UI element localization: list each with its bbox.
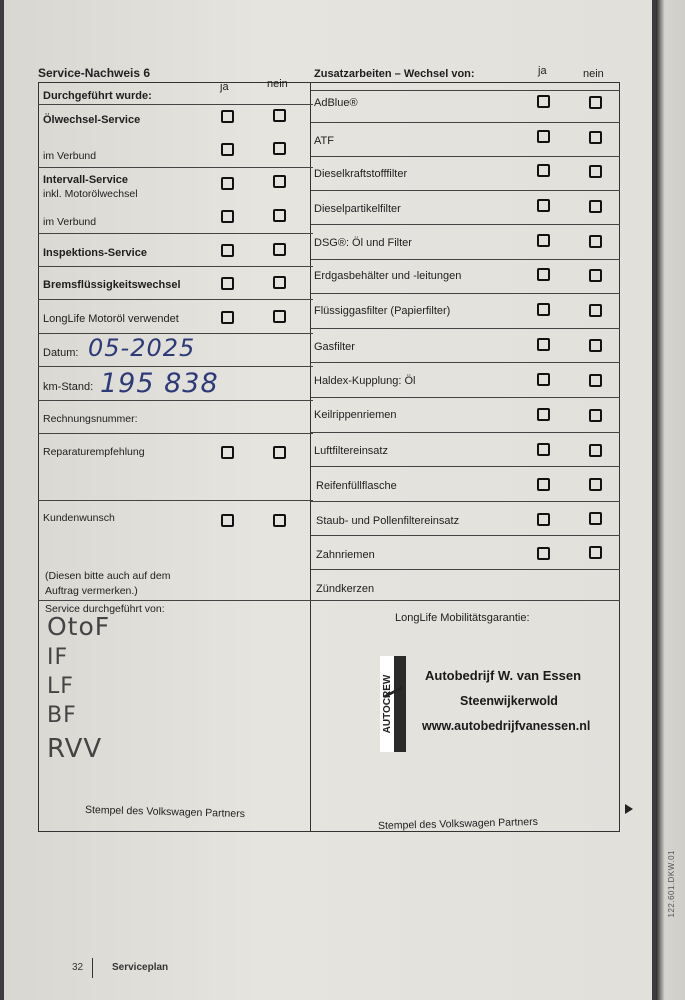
page-title: Service-Nachweis 6 bbox=[38, 66, 151, 80]
item-dsg: DSG®: Öl und Filter bbox=[314, 237, 412, 249]
item-zahnriemen: Zahnriemen bbox=[316, 549, 375, 561]
item-gasfilter-nein-checkbox[interactable] bbox=[589, 339, 602, 352]
item-adblue: AdBlue® bbox=[314, 97, 358, 109]
longlife-nein-checkbox[interactable] bbox=[273, 310, 286, 323]
item-luftfiltereinsatz-nein-checkbox[interactable] bbox=[589, 444, 602, 457]
item-zahnriemen-nein-checkbox[interactable] bbox=[589, 546, 602, 559]
right-heading: Zusatzarbeiten – Wechsel von: bbox=[314, 68, 475, 80]
oelwechsel-label: Ölwechsel-Service bbox=[43, 114, 141, 126]
item-erdgasbehaelter-ja-checkbox[interactable] bbox=[537, 268, 550, 281]
item-keilrippenriemen-nein-checkbox[interactable] bbox=[589, 409, 602, 422]
item-dieselpartikelfilter-ja-checkbox[interactable] bbox=[537, 199, 550, 212]
edge-code: 122.601.DKW.01 bbox=[667, 850, 676, 918]
stamp-line-1: Autobedrijf W. van Essen bbox=[425, 668, 582, 683]
item-dsg-ja-checkbox[interactable] bbox=[537, 234, 550, 247]
item-erdgasbehaelter: Erdgasbehälter und -leitungen bbox=[314, 270, 462, 282]
item-fluessiggasfilter: Flüssiggasfilter (Papierfilter) bbox=[314, 305, 451, 317]
left-ja-label: ja bbox=[220, 81, 229, 93]
item-dieselpartikelfilter-nein-checkbox[interactable] bbox=[589, 200, 602, 213]
intervall-sub-label: inkl. Motorölwechsel bbox=[43, 188, 138, 200]
row-line bbox=[311, 535, 620, 536]
left-heading: Durchgeführt wurde: bbox=[43, 90, 152, 102]
item-dsg-nein-checkbox[interactable] bbox=[589, 235, 602, 248]
longlife-ja-checkbox[interactable] bbox=[221, 311, 234, 324]
item-dieselkraftstofffilter-nein-checkbox[interactable] bbox=[589, 165, 602, 178]
item-zahnriemen-ja-checkbox[interactable] bbox=[537, 547, 550, 560]
initials-2: IF bbox=[47, 645, 69, 670]
right-nein-label: nein bbox=[583, 68, 604, 80]
brems-nein-checkbox[interactable] bbox=[273, 276, 286, 289]
right-ja-label: ja bbox=[538, 65, 547, 77]
row-line bbox=[311, 501, 620, 502]
rechnung-label: Rechnungsnummer: bbox=[43, 413, 138, 425]
km-label: km-Stand: bbox=[43, 381, 94, 393]
item-reifenfuellflasche: Reifenfüllflasche bbox=[316, 480, 397, 492]
oelwechsel-ja-checkbox[interactable] bbox=[221, 110, 234, 123]
section-line bbox=[38, 600, 620, 601]
datum-value: 05-2025 bbox=[88, 334, 196, 362]
reparatur-ja-checkbox[interactable] bbox=[221, 446, 234, 459]
item-keilrippenriemen-ja-checkbox[interactable] bbox=[537, 408, 550, 421]
item-atf-ja-checkbox[interactable] bbox=[537, 130, 550, 143]
row-line bbox=[311, 432, 620, 433]
item-atf-nein-checkbox[interactable] bbox=[589, 131, 602, 144]
row-line bbox=[38, 167, 313, 168]
item-atf: ATF bbox=[314, 135, 334, 147]
initials-1: OtoF bbox=[47, 612, 111, 641]
left-header-line bbox=[38, 104, 313, 105]
brems-label: Bremsflüssigkeitswechsel bbox=[43, 279, 181, 291]
row-line bbox=[38, 500, 313, 501]
hinweis-line-1: (Diesen bitte auch auf dem bbox=[45, 570, 171, 582]
item-keilrippenriemen: Keilrippenriemen bbox=[314, 409, 397, 421]
kundenwunsch-nein-checkbox[interactable] bbox=[273, 514, 286, 527]
row-line bbox=[311, 224, 620, 225]
item-haldex-ja-checkbox[interactable] bbox=[537, 373, 550, 386]
item-zuendkerzen: Zündkerzen bbox=[316, 583, 375, 595]
intervall-label: Intervall-Service bbox=[43, 174, 128, 186]
item-adblue-nein-checkbox[interactable] bbox=[589, 96, 602, 109]
row-line bbox=[311, 466, 620, 467]
intervall-verbund-nein-checkbox[interactable] bbox=[273, 209, 286, 222]
item-gasfilter: Gasfilter bbox=[314, 341, 355, 353]
item-adblue-ja-checkbox[interactable] bbox=[537, 95, 550, 108]
initials-5: RVV bbox=[47, 734, 103, 764]
right-header-line bbox=[311, 90, 620, 91]
longlife-label: LongLife Motoröl verwendet bbox=[43, 313, 179, 325]
row-line bbox=[311, 190, 620, 191]
row-line bbox=[311, 397, 620, 398]
item-haldex: Haldex-Kupplung: Öl bbox=[314, 375, 416, 387]
row-line bbox=[38, 366, 313, 367]
item-staubfilter-ja-checkbox[interactable] bbox=[537, 513, 550, 526]
inspektion-label: Inspektions-Service bbox=[43, 247, 147, 259]
intervall-nein-checkbox[interactable] bbox=[273, 175, 286, 188]
row-line bbox=[311, 328, 620, 329]
row-line bbox=[38, 266, 313, 267]
row-line bbox=[38, 299, 313, 300]
oel-verbund-ja-checkbox[interactable] bbox=[221, 143, 234, 156]
row-line bbox=[38, 233, 313, 234]
intervall-ja-checkbox[interactable] bbox=[221, 177, 234, 190]
row-line bbox=[38, 433, 313, 434]
item-dieselpartikelfilter: Dieselpartikelfilter bbox=[314, 203, 401, 215]
hinweis-line-2: Auftrag vermerken.) bbox=[45, 585, 138, 597]
intervall-verbund-label: im Verbund bbox=[43, 216, 97, 228]
initials-4: BF bbox=[47, 703, 77, 728]
item-erdgasbehaelter-nein-checkbox[interactable] bbox=[589, 269, 602, 282]
column-divider bbox=[310, 83, 311, 831]
intervall-verbund-ja-checkbox[interactable] bbox=[221, 210, 234, 223]
inspektion-ja-checkbox[interactable] bbox=[221, 244, 234, 257]
item-fluessiggasfilter-ja-checkbox[interactable] bbox=[537, 303, 550, 316]
item-gasfilter-ja-checkbox[interactable] bbox=[537, 338, 550, 351]
row-line bbox=[311, 293, 620, 294]
row-line bbox=[311, 259, 620, 260]
brems-ja-checkbox[interactable] bbox=[221, 277, 234, 290]
left-stempel-caption: Stempel des Volkswagen Partners bbox=[84, 803, 246, 821]
footer-section: Serviceplan bbox=[112, 962, 169, 973]
kundenwunsch-label: Kundenwunsch bbox=[43, 512, 115, 524]
autocrew-logo bbox=[380, 656, 406, 752]
row-line bbox=[38, 400, 313, 401]
datum-label: Datum: bbox=[43, 347, 79, 359]
logo-text: AUTOCREW bbox=[382, 674, 393, 734]
item-staubfilter: Staub- und Pollenfiltereinsatz bbox=[316, 515, 460, 527]
item-luftfiltereinsatz: Luftfiltereinsatz bbox=[314, 445, 388, 457]
kundenwunsch-ja-checkbox[interactable] bbox=[221, 514, 234, 527]
reparatur-label: Reparaturempfehlung bbox=[43, 446, 145, 458]
row-line bbox=[311, 569, 620, 570]
page-number: 32 bbox=[72, 962, 84, 973]
left-nein-label: nein bbox=[267, 78, 288, 90]
row-line bbox=[311, 122, 620, 123]
oel-verbund-nein-checkbox[interactable] bbox=[273, 142, 286, 155]
right-stempel-caption: Stempel des Volkswagen Partners bbox=[377, 815, 539, 833]
item-reifenfuellflasche-ja-checkbox[interactable] bbox=[537, 478, 550, 491]
item-staubfilter-nein-checkbox[interactable] bbox=[589, 512, 602, 525]
stamp-line-3: www.autobedrijfvanessen.nl bbox=[422, 719, 591, 733]
garantie-label: LongLife Mobilitätsgarantie: bbox=[395, 612, 530, 624]
oelwechsel-nein-checkbox[interactable] bbox=[273, 109, 286, 122]
row-line bbox=[311, 156, 620, 157]
item-dieselkraftstofffilter: Dieselkraftstofffilter bbox=[314, 168, 408, 180]
item-luftfiltereinsatz-ja-checkbox[interactable] bbox=[537, 443, 550, 456]
next-arrow-icon bbox=[625, 804, 633, 814]
stamp-line-2: Steenwijkerwold bbox=[460, 694, 558, 708]
item-fluessiggasfilter-nein-checkbox[interactable] bbox=[589, 304, 602, 317]
inspektion-nein-checkbox[interactable] bbox=[273, 243, 286, 256]
item-dieselkraftstofffilter-ja-checkbox[interactable] bbox=[537, 164, 550, 177]
item-reifenfuellflasche-nein-checkbox[interactable] bbox=[589, 478, 602, 491]
footer-divider bbox=[92, 958, 93, 978]
oel-verbund-label: im Verbund bbox=[43, 150, 97, 162]
initials-3: LF bbox=[47, 674, 74, 699]
km-value: 195 838 bbox=[100, 368, 219, 399]
item-haldex-nein-checkbox[interactable] bbox=[589, 374, 602, 387]
row-line bbox=[311, 362, 620, 363]
reparatur-nein-checkbox[interactable] bbox=[273, 446, 286, 459]
service-von-label: Service durchgeführt von: bbox=[45, 603, 165, 615]
